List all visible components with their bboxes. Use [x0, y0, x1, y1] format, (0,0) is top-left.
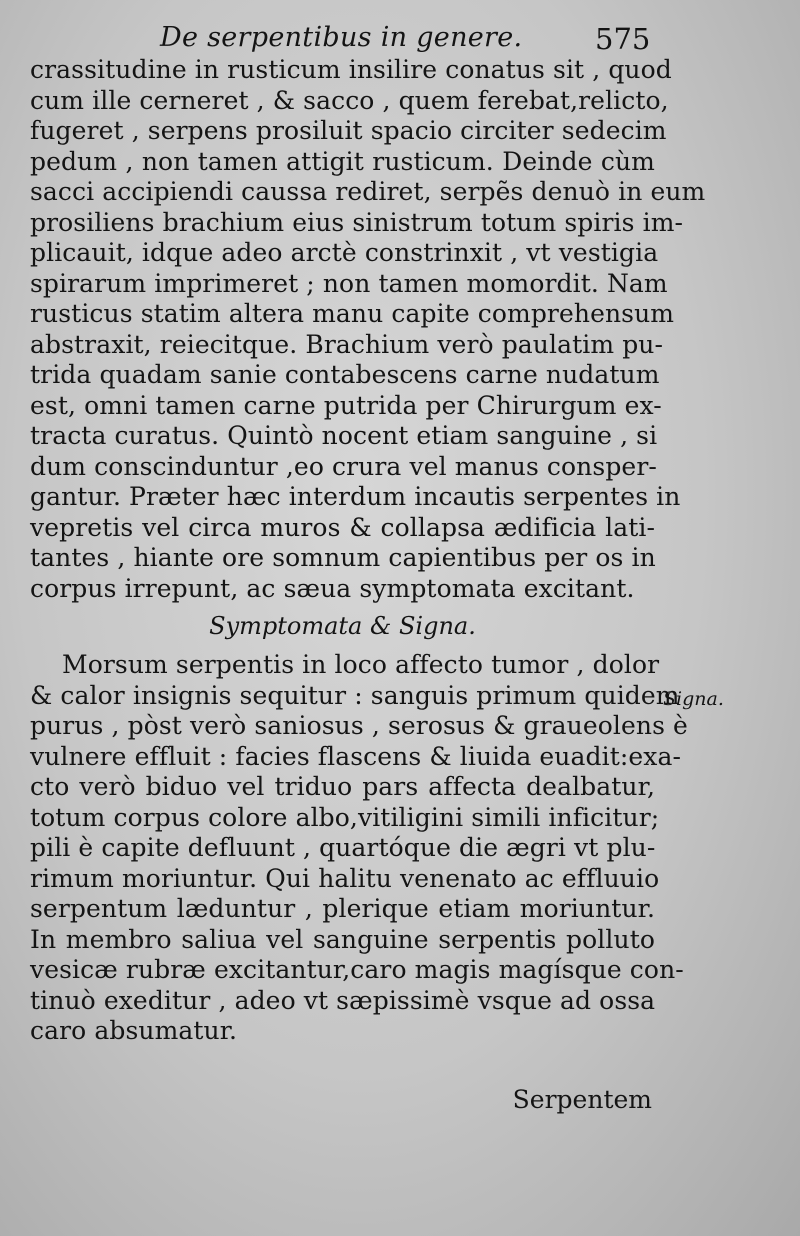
text-line: crassitudine in rusticum insilire conatus sit , quod	[30, 55, 672, 84]
text-line: trida quadam sanie contabescens carne nudatum	[30, 360, 660, 389]
text-line: corpus irrepunt, ac sæua symptomata excitant.	[30, 573, 635, 603]
text-line: rusticus statim altera manu capite comprehensum	[30, 299, 675, 328]
text-line: sacci accipiendi caussa rediret, serpẽs denuò in eum	[30, 177, 706, 206]
catchword: Serpentem	[512, 1085, 652, 1114]
text-line: vepretis vel circa muros & collapsa ædificia lati-	[30, 512, 655, 542]
text-line: vesicæ rubræ excitantur,caro magis magísque con-	[30, 955, 684, 984]
text-line: serpentum læduntur , plerique etiam moriuntur.	[30, 894, 655, 923]
text-line: tinuò exeditur , adeo vt sæpissimè vsque ad ossa	[30, 985, 656, 1015]
text-line: fugeret , serpens prosiluit spacio circiter sedecim	[30, 116, 667, 145]
text-line: plicauit, idque adeo arctè constrinxit , vt vestigia	[30, 238, 659, 267]
section-heading: Symptomata & Signa.	[209, 612, 476, 640]
text-line: totum corpus colore albo,vitiligini simili inficitur;	[30, 802, 660, 832]
text-line: tantes , hiante ore somnum capientibus per os in	[30, 543, 656, 572]
text-line: gantur. Præter hæc interdum incautis serpentes in	[30, 482, 681, 511]
text-line: spirarum imprimeret ; non tamen momordit. Nam	[30, 268, 668, 298]
running-head: De serpentibus in genere.	[160, 22, 523, 53]
text-line: abstraxit, reiecitque. Brachium verò paulatim pu-	[30, 329, 664, 359]
text-line: caro absumatur.	[30, 1016, 238, 1045]
paragraph-1	[30, 55, 706, 604]
text-line: rimum moriuntur. Qui halitu venenato ac effluuio	[30, 863, 660, 893]
text-line: pedum , non tamen attigit rusticum. Deinde cùm	[30, 146, 655, 176]
text-line: prosiliens brachium eius sinistrum totum spiris im-	[30, 207, 684, 237]
main-text	[30, 55, 706, 1047]
text-line: purus , pòst verò saniosus , serosus & graueolens è	[30, 711, 688, 740]
text-line: & calor insignis sequitur : sanguis primum quidem	[30, 680, 680, 710]
margin-note: Signa.	[663, 688, 724, 710]
text-line: Morsum serpentis in loco affecto tumor , dolor	[62, 650, 660, 679]
page-number: 575	[595, 22, 651, 56]
text-line: tracta curatus. Quintò nocent etiam sanguine , si	[30, 421, 658, 450]
text-line: pili è capite defluunt , quartóque die ægri vt plu-	[30, 833, 656, 862]
page-header	[0, 22, 800, 58]
text-line: cto verò biduo vel triduo pars affecta dealbatur,	[30, 772, 655, 801]
text-line: dum conscinduntur ,eo crura vel manus consper-	[30, 451, 657, 481]
text-line: cum ille cerneret , & sacco , quem ferebat,relicto,	[30, 85, 669, 115]
text-line: vulnere effluit : facies flascens & liuida euadit:exa-	[30, 741, 682, 771]
text-line: In membro saliua vel sanguine serpentis polluto	[30, 924, 655, 954]
text-line: est, omni tamen carne putrida per Chirurgum ex-	[30, 390, 662, 420]
paragraph-2	[30, 650, 688, 1047]
